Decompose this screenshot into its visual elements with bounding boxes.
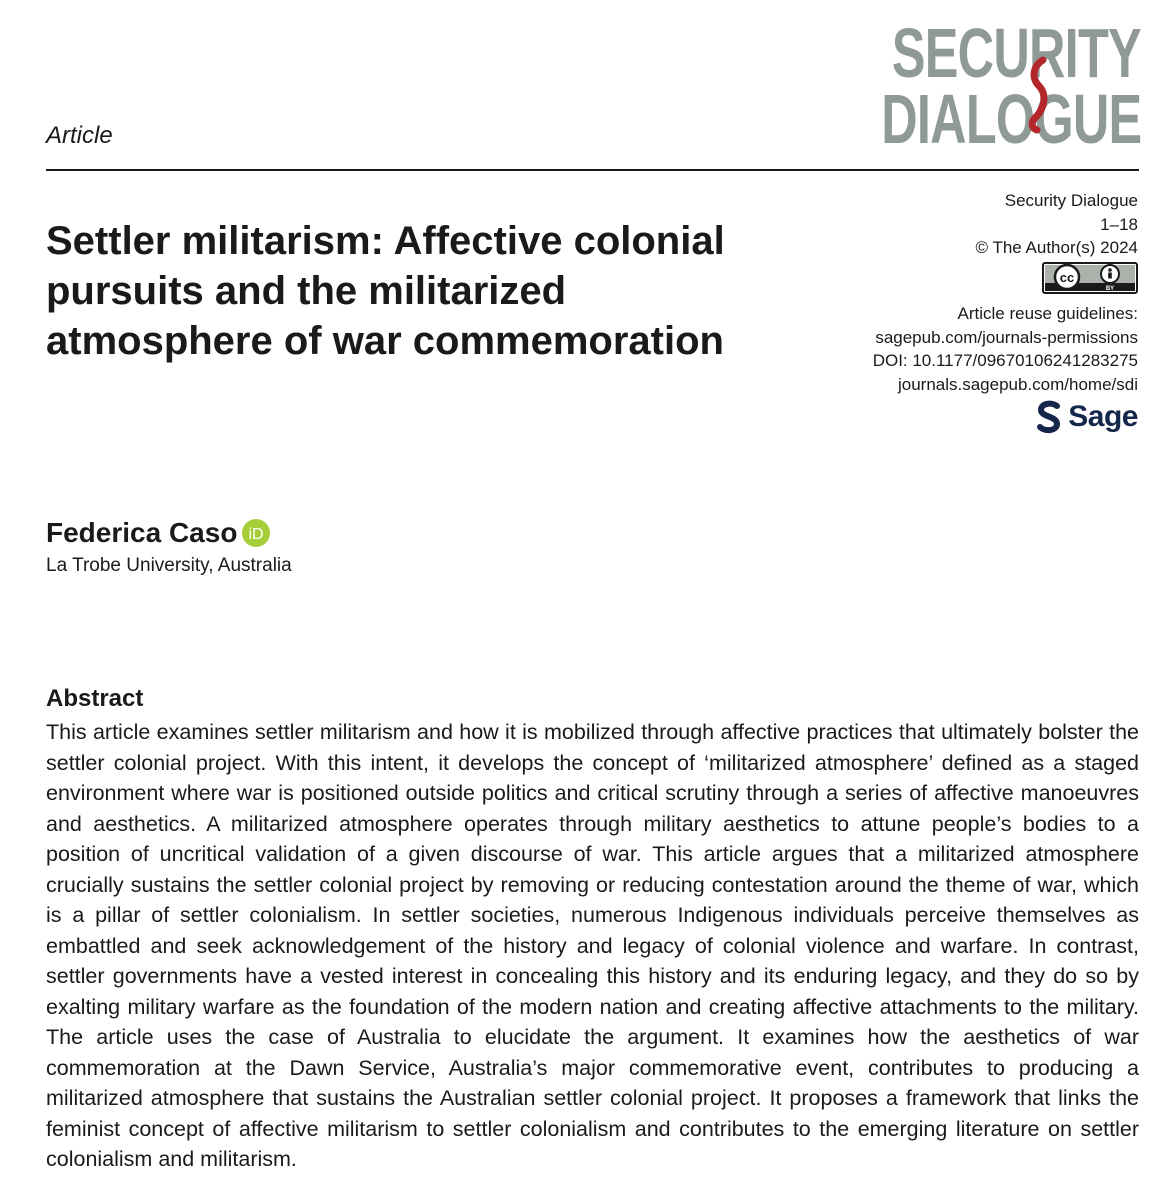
journal-logo bbox=[880, 14, 1141, 158]
author bbox=[46, 517, 271, 549]
copyright: © The Author(s) 2024 bbox=[975, 238, 1138, 257]
abstract-heading: Abstract bbox=[46, 685, 144, 712]
article-metadata bbox=[873, 189, 1138, 434]
article-title: Settler militarism: Affective colonial pursuits and the militarized atmosphere of war commemoration bbox=[46, 219, 725, 363]
journal-logo-line1: SECURITY bbox=[891, 14, 1141, 92]
author-name: Federica Caso bbox=[46, 517, 238, 548]
svg-text:iD: iD bbox=[248, 526, 264, 543]
orcid-icon[interactable] bbox=[241, 518, 271, 548]
svg-text:cc: cc bbox=[1059, 269, 1075, 285]
header-divider bbox=[46, 169, 1139, 171]
cc-by-icon[interactable] bbox=[1042, 262, 1138, 294]
abstract-text: This article examines settler militarism and how it is mobilized through affective practices that ultimately bolster the settler colonial project. With this intent, it develops the concept of ‘militarized atmosphere’ defined as a staged environment where war is positioned outside politics and critical scrutiny through a series of affective manoeuvres and aesthetics. A militarized atmosphere operates through military aesthetics to attune people’s bodies to a position of uncritical validation of a given discourse of war. This article argues that a militarized atmosphere crucially sustains the settler colonial project by removing or reducing contestation around the theme of war, which is a pillar of settler colonialism. In settler societies, numerous Indigenous individuals perceive themselves as embattled and seek acknowledgement of the history and legacy of colonial violence and warfare. In contrast, settler governments have a vested interest in concealing this history and its enduring legacy, and they do so by exalting military warfare as the foundation of the modern nation and creating affective attachments to the military. The article uses the case of Australia to elucidate the argument. It examines how the aesthetics of war commemoration at the Dawn Service, Australia’s major commemorative event, contributes to producing a militarized atmosphere that sustains the Australian settler colonial project. It proposes a framework that links the feminist concept of affective militarism to settler colonialism and contributes to the emerging literature on settler colonialism and militarism. bbox=[46, 720, 1139, 1171]
doi[interactable]: DOI: 10.1177/09670106241283275 bbox=[872, 351, 1138, 370]
journal-name: Security Dialogue bbox=[1004, 191, 1138, 210]
reuse-link[interactable]: sagepub.com/journals-permissions bbox=[875, 327, 1138, 347]
logo-mark-icon bbox=[1025, 56, 1053, 134]
journal-link[interactable]: journals.sagepub.com/home/sdi bbox=[897, 374, 1138, 394]
svg-text:BY: BY bbox=[1105, 285, 1115, 292]
page-range: 1–18 bbox=[1100, 214, 1138, 234]
author-affiliation: La Trobe University, Australia bbox=[46, 555, 292, 576]
sage-s-icon bbox=[1036, 400, 1062, 434]
reuse-label: Article reuse guidelines: bbox=[957, 304, 1138, 323]
journal-logo-line2: DIALOGUE bbox=[880, 80, 1141, 158]
publisher-logo bbox=[873, 400, 1138, 434]
publisher-name: Sage bbox=[1068, 400, 1138, 434]
article-type-label: Article bbox=[46, 122, 113, 149]
